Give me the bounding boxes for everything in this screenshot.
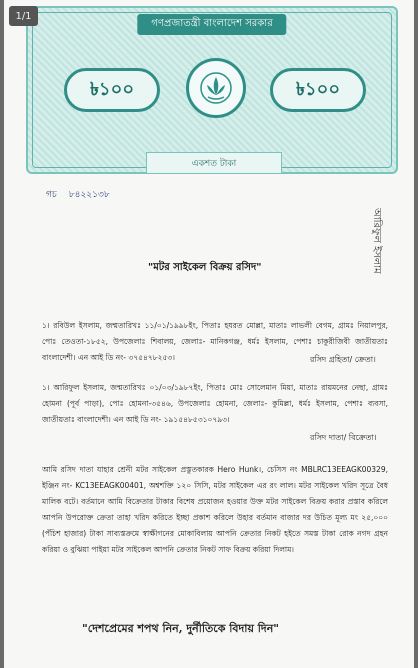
stamp-serial <box>46 187 122 202</box>
seller-role-label: রসিদ দাতা/ বিক্রেতা। <box>310 433 377 442</box>
body-paragraph: আমি রসিদ দাতা যাহার শ্রেনী মটর সাইকেল প্রস্তুতকারক Hero Hunk।, চেসিস নং MBLRC13EEAGK00329, ইঞ্জিন নং- KC13EEAGK00401, অশ্বশক্তি ১২০ সিসি, মটর সাইকেল এর রং লাল। মটর সাইকেল খরিদ সূত্রে বৈধ মালিক বটে। বর্তমানে আমি বিক্রেতার টাকার বিশেষ প্রয়োজন হওয়ার উক্ত মটর সাইকেল বিক্রয় করার প্রস্তাব করিলে আপনি উপরোক্ত ক্রেতা তাহা খরিদ করিতে ইচ্ছা প্রকাশ করিলে উহার বর্তমান বাজার দর উচিত মূল্য মং ২৫,০০০ (পঁচিশ হাজার) টাকা সাব্যস্তক্রমে স্বাক্ষীগনের মোকাবিলায় আপনি ক্রেতার নিকট হইতে সমস্ত টাকা রোক নগদ গ্রহন করিয়া ও বুঝিয়া পাইয়া মটর সাইকেল আপনি ক্রেতার নিকট সাফ বিক্রয় করিয়া দিলাম। <box>42 465 388 554</box>
serial-number: ৮৪২২১৩৮ <box>68 190 110 200</box>
handwritten-signature: আরিফুল ইসলাম <box>371 208 382 274</box>
amount-in-words: একশত টাকা <box>146 152 282 174</box>
slogan: "দেশপ্রেমের শপথ নিন, দুর্নীতিকে বিদায় দিন" <box>82 622 279 635</box>
page-indicator[interactable]: 1/1 <box>9 6 38 26</box>
buyer-paragraph: ১। রবিউল ইসলাম, জন্মতারিখঃ ১১/০১/১৯৯৮ইং, পিতাঃ হযরত মোল্লা, মাতাঃ লাভলী বেগম, গ্রামঃ নিয়ালপুর, পোঃ তেওতা-১৮৫২, উপজেলাঃ শিবালয়, জেলাঃ- মানিকগঞ্জ, ধর্মঃ ইসলাম, পেশাঃ চাকুরীজিবী জাতীয়তাঃ বাংলাদেশী। এন আই ডি নং- ৩৭৫৪৭৮২৫৩। <box>42 321 388 362</box>
national-emblem-icon <box>186 58 246 118</box>
seller-paragraph: ১। আরিফুল ইসলাম, জন্মতারিখঃ ০১/০৩/১৯৮৭ইং, পিতাঃ মোঃ সোলেমান মিয়া, মাতাঃ রায়মনের নেছা, গ্রামঃ হোমনা (পূর্ব পাড়া), পোঃ হোমনা-৩৫৪৬, উপজেলাঃ হোমনা, জেলাঃ- কুমিল্লা, ধর্মঃ ইসলাম, পেশাঃ ব্যবসা, জাতীয়তাঃ বাংলাদেশী। এন আই ডি নং- ১৯১৫৪৮৫৩১০৭৯৩। <box>42 383 388 424</box>
document-page <box>4 0 414 668</box>
serial-prefix: গচ <box>46 190 57 200</box>
document-title: "মটর সাইকেল বিক্রয় রসিদ" <box>148 262 262 273</box>
stamp-value-left: ৳১০০ <box>64 68 160 112</box>
stamp-value-right: ৳১০০ <box>270 68 366 112</box>
buyer-role-label: রসিদ গ্রহিতা/ ক্রেতা। <box>310 355 376 364</box>
govt-title: গণপ্রজাতন্ত্রী বাংলাদেশ সরকার <box>137 14 286 35</box>
stamp-paper-header <box>26 6 398 174</box>
